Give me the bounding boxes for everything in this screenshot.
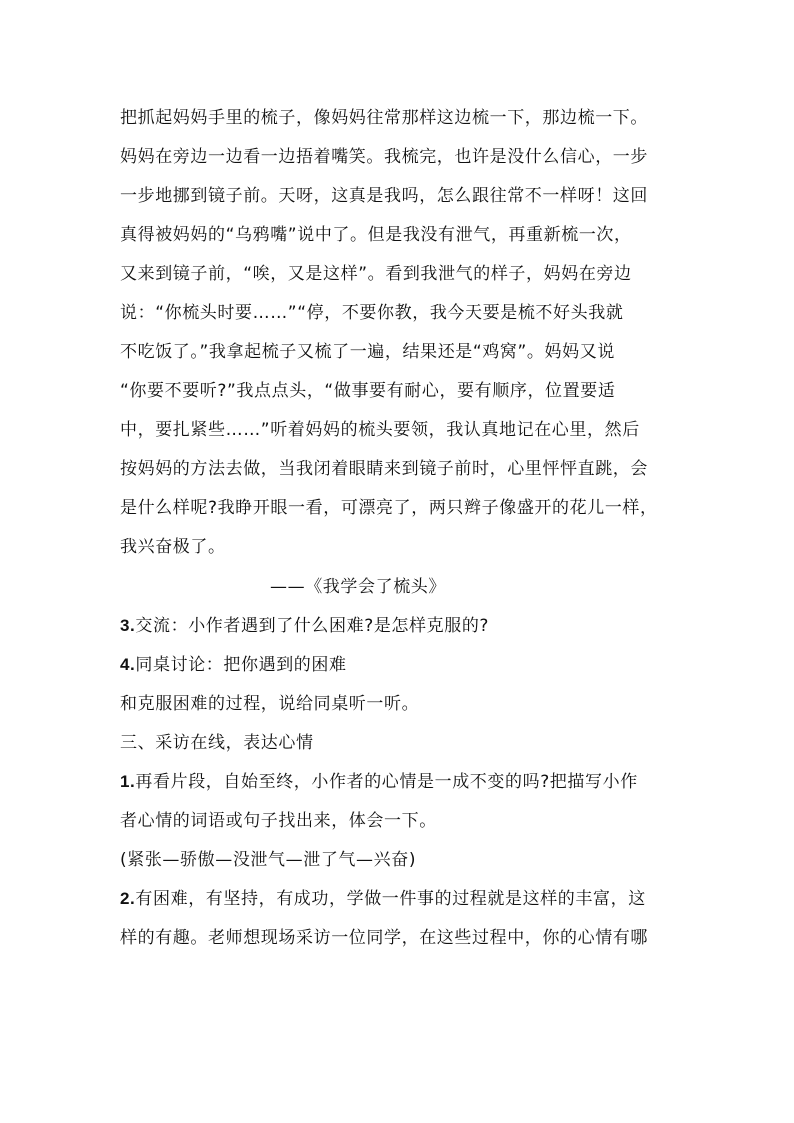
list-item	[120, 693, 690, 715]
section-heading	[120, 732, 690, 754]
paragraph-line: 中，要扎紧些……”听着妈妈的梳头要领，我认真地记在心里，然后	[120, 420, 640, 440]
heading-text: 三、采访在线，表达心情	[120, 733, 314, 753]
item-number: 2.	[120, 889, 136, 908]
item-number: 3.	[120, 616, 136, 635]
item-text: 交流：小作者遇到了什么困难?是怎样克服的?	[135, 616, 490, 636]
paragraph-line: 是什么样呢?我睁开眼一看，可漂亮了，两只辫子像盛开的花儿一样，	[120, 498, 658, 518]
list-item	[120, 771, 690, 793]
item-text: 再看片段，自始至终，小作者的心情是一成不变的吗?把描写小作	[135, 772, 638, 792]
item-number: 4.	[120, 655, 136, 674]
paragraph-line: 妈妈在旁边一边看一边捂着嘴笑。我梳完，也许是没什么信心，一步	[120, 147, 648, 167]
item-text: 和克服困难的过程，说给同桌听一听。	[120, 694, 420, 714]
paragraph-line: 按妈妈的方法去做，当我闭着眼睛来到镜子前时，心里怦怦直跳，会	[120, 459, 648, 479]
paragraph-line: 说：“你梳头时要……”“停，不要你教，我今天要是梳不好头我就	[120, 303, 624, 323]
list-item	[120, 615, 690, 637]
item-text: 者心情的词语或句子找出来，体会一下。	[120, 811, 437, 831]
source-citation: ——《我学会了梳头》	[270, 577, 446, 597]
paragraph-line: “你要不要听?”我点点头，“做事要有耐心，要有顺序，位置要适	[120, 381, 616, 401]
item-number: 1.	[120, 772, 136, 791]
paragraph-line: 不吃饭了。”我拿起梳子又梳了一遍，结果还是“鸡窝”。妈妈又说	[120, 342, 615, 362]
paragraph-line: 一步地挪到镜子前。天呀，这真是我吗，怎么跟往常不一样呀！这回	[120, 186, 648, 206]
item-text: 样的有趣。老师想现场采访一位同学，在这些过程中，你的心情有哪	[120, 928, 648, 948]
list-item	[120, 927, 690, 949]
list-item	[120, 810, 690, 832]
list-item	[120, 654, 690, 676]
paragraph-line: 我兴奋极了。	[120, 537, 226, 557]
item-text: (紧张—骄傲—没泄气—泄了气—兴奋)	[120, 850, 417, 870]
paragraph-line: 真得被妈妈的“乌鸦嘴”说中了。但是我没有泄气，再重新梳一次，	[120, 225, 632, 245]
paragraph-line: 又来到镜子前，“唉，又是这样”。看到我泄气的样子，妈妈在旁边	[120, 264, 632, 284]
list-item	[120, 888, 690, 910]
list-item	[120, 849, 690, 871]
paragraph-line: 把抓起妈妈手里的梳子，像妈妈往常那样这边梳一下，那边梳一下。	[120, 108, 648, 128]
item-text: 有困难，有坚持，有成功，学做一件事的过程就是这样的丰富，这	[135, 889, 646, 909]
item-text: 同桌讨论：把你遇到的困难	[135, 655, 347, 675]
